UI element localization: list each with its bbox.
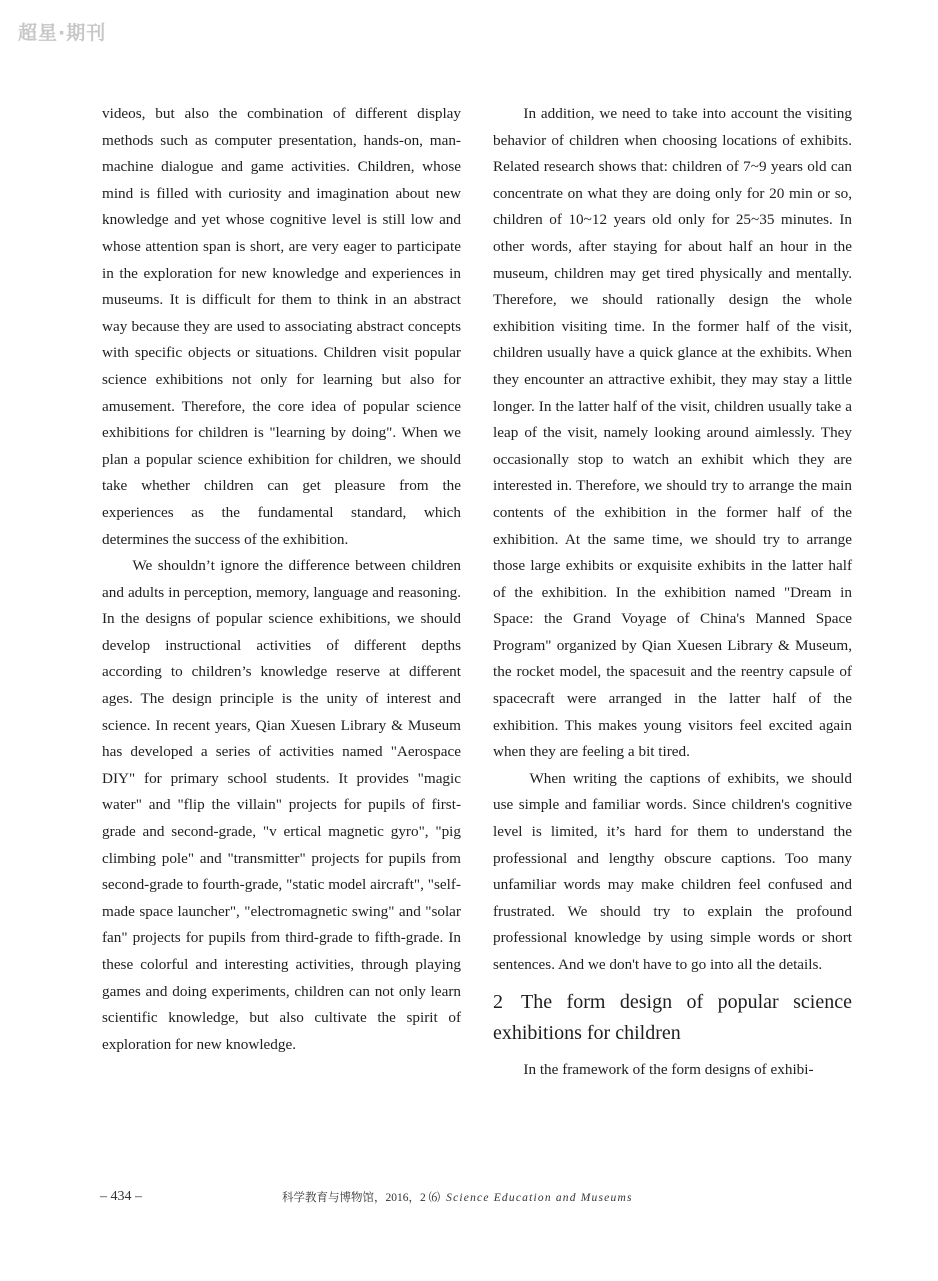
section-heading [493, 987, 852, 1049]
body-paragraph: videos, but also the combination of different display methods such as computer presentation, hands-on, man-machine dialogue and game activities. Children, whose mind is filled with curiosity and imagination about new knowledge and yet whose cognitive level is still low and whose attention span is short, are very eager to participate in the exploration for new knowledge and experiences in museums. It is difficult for them to think in an abstract way because they are used to associating abstract concepts with specific objects or situations. Children visit popular science exhibitions not only for learning but also for amusement. Therefore, the core idea of popular science exhibitions for children is "learning by doing". When we plan a popular science exhibition for children, we should take whether children can get pleasure from the experiences as the fundamental standard, which determines the success of the exhibition. [102, 105, 461, 548]
body-paragraph: In addition, we need to take into account the visiting behavior of children when choosing locations of exhibits. Related research shows that: children of 7~9 years old can concentrate on what they are doing only for 20 min or so, children of 10~12 years old only for 25~35 minutes. In other words, after staying for about half an hour in the museum, children may get tired physically and mentally. Therefore, we should rationally design the whole exhibition visiting time. In the former half of the visit, children usually have a quick glance at the exhibits. When they encounter an attractive exhibit, they may stay a little longer. In the latter half of the visit, children usually take a leap of the visit, namely looking around aimlessly. They occasionally stop to watch an exhibit which they are interested in. Therefore, we should try to arrange the main contents of the exhibition in the former half of the exhibition. At the same time, we should try to arrange those large exhibits or exquisite exhibits in the latter half of the exhibition. In the exhibition named "Dream in Space: the Grand Voyage of China's Manned Space Program" organized by Qian Xuesen Library & Museum, the rocket model, the spacesuit and the reentry capsule of spacecraft were arranged in the latter half of the exhibition. This makes young visitors feel excited again when they are feeling a bit tired. [493, 105, 852, 761]
journal-name-cn: 科学教育与博物馆，2016，2 ⑹ [282, 1192, 441, 1204]
body-paragraph: In the framework of the form designs of exhibi- [523, 1060, 814, 1078]
left-column [102, 101, 461, 1058]
body-paragraph: When writing the captions of exhibits, we should use simple and familiar words. Since children's cognitive level is limited, it’s hard for them to understand the professional and lengthy obscure captions. Too many unfamiliar words may make children feel confused and frustrated. We should try to explain the profound professional knowledge by using simple words or short sentences. And we don't have to go into all the details. [493, 769, 852, 973]
body-paragraph: We shouldn’t ignore the difference between children and adults in perception, memory, language and reasoning. In the designs of popular science exhibitions, we should develop instructional activities of different depths according to children’s knowledge reserve at different ages. The design principle is the unity of interest and science. In recent years, Qian Xuesen Library & Museum has developed a series of activities named "Aerospace DIY" for primary school students. It provides "magic water" and "flip the villain" projects for pupils of first-grade and second-grade, "v ertical magnetic gyro", "pig climbing pole" and "transmitter" projects for pupils from second-grade to fourth-grade, "static model aircraft", "self-made space launcher", "electromagnetic swing" and "solar fan" projects for pupils from third-grade to fifth-grade. In these colorful and interesting activities, through playing games and doing experiments, children can not only learn scientific knowledge, but also cultivate the spirit of exploration for new knowledge. [102, 557, 461, 1053]
section-number: 2 [493, 990, 503, 1013]
page-number: – 434 – [100, 1189, 142, 1204]
section-title: The form design of popular science exhibitions for children [493, 990, 852, 1044]
journal-footer [282, 1189, 633, 1205]
journal-name-en: Science Education and Museums [446, 1192, 633, 1204]
watermark-logo: 超星·期刊 [18, 22, 107, 44]
right-column [493, 101, 852, 1083]
